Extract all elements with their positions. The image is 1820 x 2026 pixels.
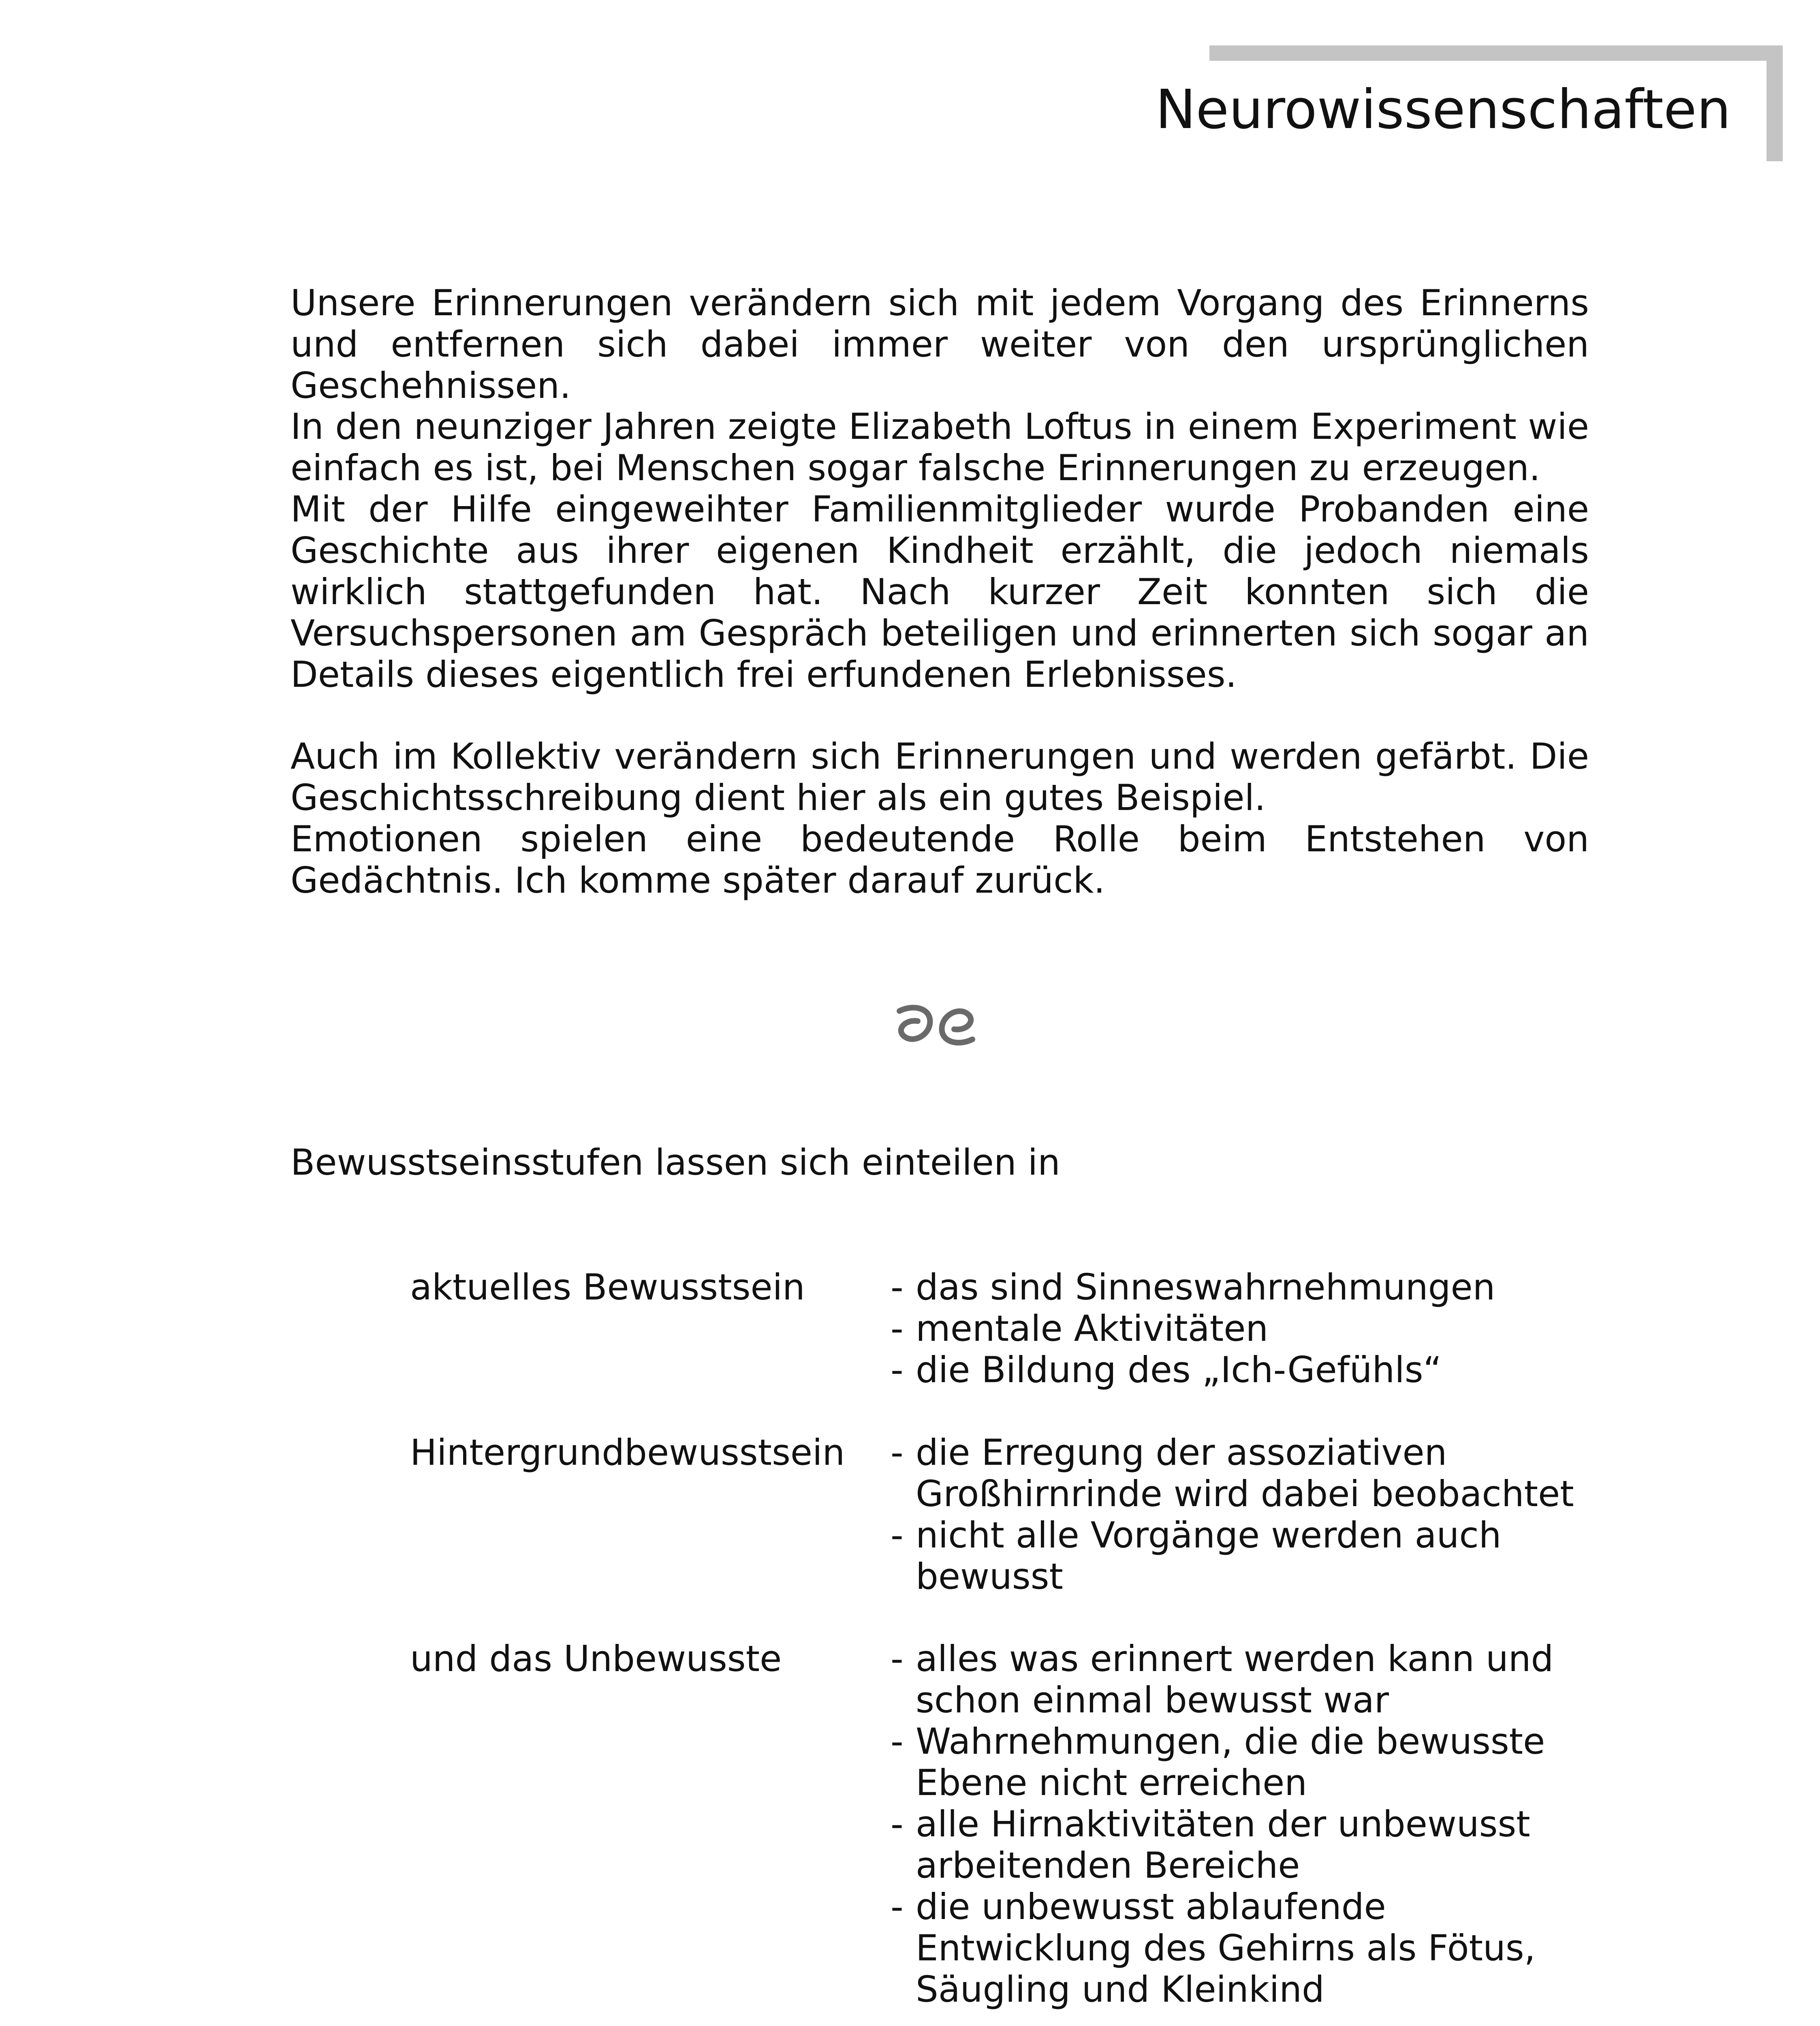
bullet-dash: - xyxy=(891,1720,904,1762)
level-term: Hintergrundbewusstsein xyxy=(410,1432,845,1473)
paragraph-text: Emotionen spielen eine bedeutende Rolle beim Entstehen von Gedächtnis. Ich komme später darauf zurück. xyxy=(291,818,1589,901)
list-item xyxy=(891,1886,1604,2010)
list-item xyxy=(891,1638,1604,1721)
level-items xyxy=(891,1267,1604,1391)
list-item xyxy=(891,1804,1604,1886)
bullet-dash: - xyxy=(891,1638,904,1680)
section-divider-ornament-icon xyxy=(887,995,985,1056)
paragraph-text: In den neunziger Jahren zeigte Elizabeth Loftus in einem Experiment wie einfach es ist, bei Menschen sogar falsche Erinnerungen zu erzeugen. xyxy=(291,406,1589,489)
paragraph-loftus xyxy=(291,406,1589,695)
level-term: aktuelles Bewusstsein xyxy=(410,1266,805,1308)
paragraph-collective xyxy=(291,736,1589,901)
list-item-text: Wahrnehmungen, die die bewusste Ebene nicht erreichen xyxy=(916,1720,1545,1804)
bullet-dash: - xyxy=(891,1432,904,1473)
list-item-text: alles was erinnert werden kann und schon einmal bewusst war xyxy=(916,1638,1554,1721)
bullet-dash: - xyxy=(891,1886,904,1928)
header-frame-top-bar xyxy=(1209,45,1783,61)
bullet-dash: - xyxy=(891,1266,904,1308)
level-term: und das Unbewusste xyxy=(410,1638,782,1680)
level-items xyxy=(891,1638,1604,2010)
list-item xyxy=(891,1432,1604,1515)
paragraph-text: Mit der Hilfe eingeweihter Familienmitglieder wurde Probanden eine Geschichte aus ihrer eigenen Kindheit erzählt, die jedoch niemals wirklich stattgefunden hat. Nach kurzer Zeit konnten sich die Versuchspersonen am Gespräch beteiligen und erinnerten sich sogar an Details dieses eigentlich frei erfundenen Erlebnisses. xyxy=(291,488,1589,695)
bullet-dash: - xyxy=(891,1803,904,1845)
list-item-text: die Bildung des „Ich-Gefühls“ xyxy=(916,1349,1442,1391)
list-item xyxy=(891,1349,1604,1391)
list-item-text: mentale Aktivitäten xyxy=(916,1308,1269,1349)
bullet-dash: - xyxy=(891,1308,904,1349)
paragraph-text: Auch im Kollektiv verändern sich Erinnerungen und werden gefärbt. Die Geschichtsschreibung dient hier als ein gutes Beispiel. xyxy=(291,735,1589,819)
list-item xyxy=(891,1308,1604,1349)
list-item-text: das sind Sinneswahrnehmungen xyxy=(916,1266,1495,1308)
paragraph-text: Unsere Erinnerungen verändern sich mit jedem Vorgang des Erinnerns und entfernen sich dabei immer weiter von den ursprünglichen Geschehnissen. xyxy=(291,282,1589,406)
levels-intro: Bewusstseinsstufen lassen sich einteilen in xyxy=(291,1141,1060,1183)
bullet-dash: - xyxy=(891,1349,904,1391)
list-item-text: die Erregung der assoziativen Großhirnrinde wird dabei beobachtet xyxy=(916,1432,1574,1515)
list-item xyxy=(891,1267,1604,1308)
list-item-text: die unbewusst ablaufende Entwicklung des Gehirns als Fötus, Säugling und Kleinkind xyxy=(916,1886,1536,2010)
paragraph-memory-change xyxy=(291,282,1589,406)
bullet-dash: - xyxy=(891,1514,904,1556)
header-frame-side-bar xyxy=(1767,45,1783,161)
list-item xyxy=(891,1515,1604,1597)
list-item-text: alle Hirnaktivitäten der unbewusst arbeitenden Bereiche xyxy=(916,1803,1530,1886)
section-title: Neurowissenschaften xyxy=(1155,79,1731,141)
list-item xyxy=(891,1721,1604,1804)
list-item-text: nicht alle Vorgänge werden auch bewusst xyxy=(916,1514,1502,1597)
level-items xyxy=(891,1432,1604,1597)
